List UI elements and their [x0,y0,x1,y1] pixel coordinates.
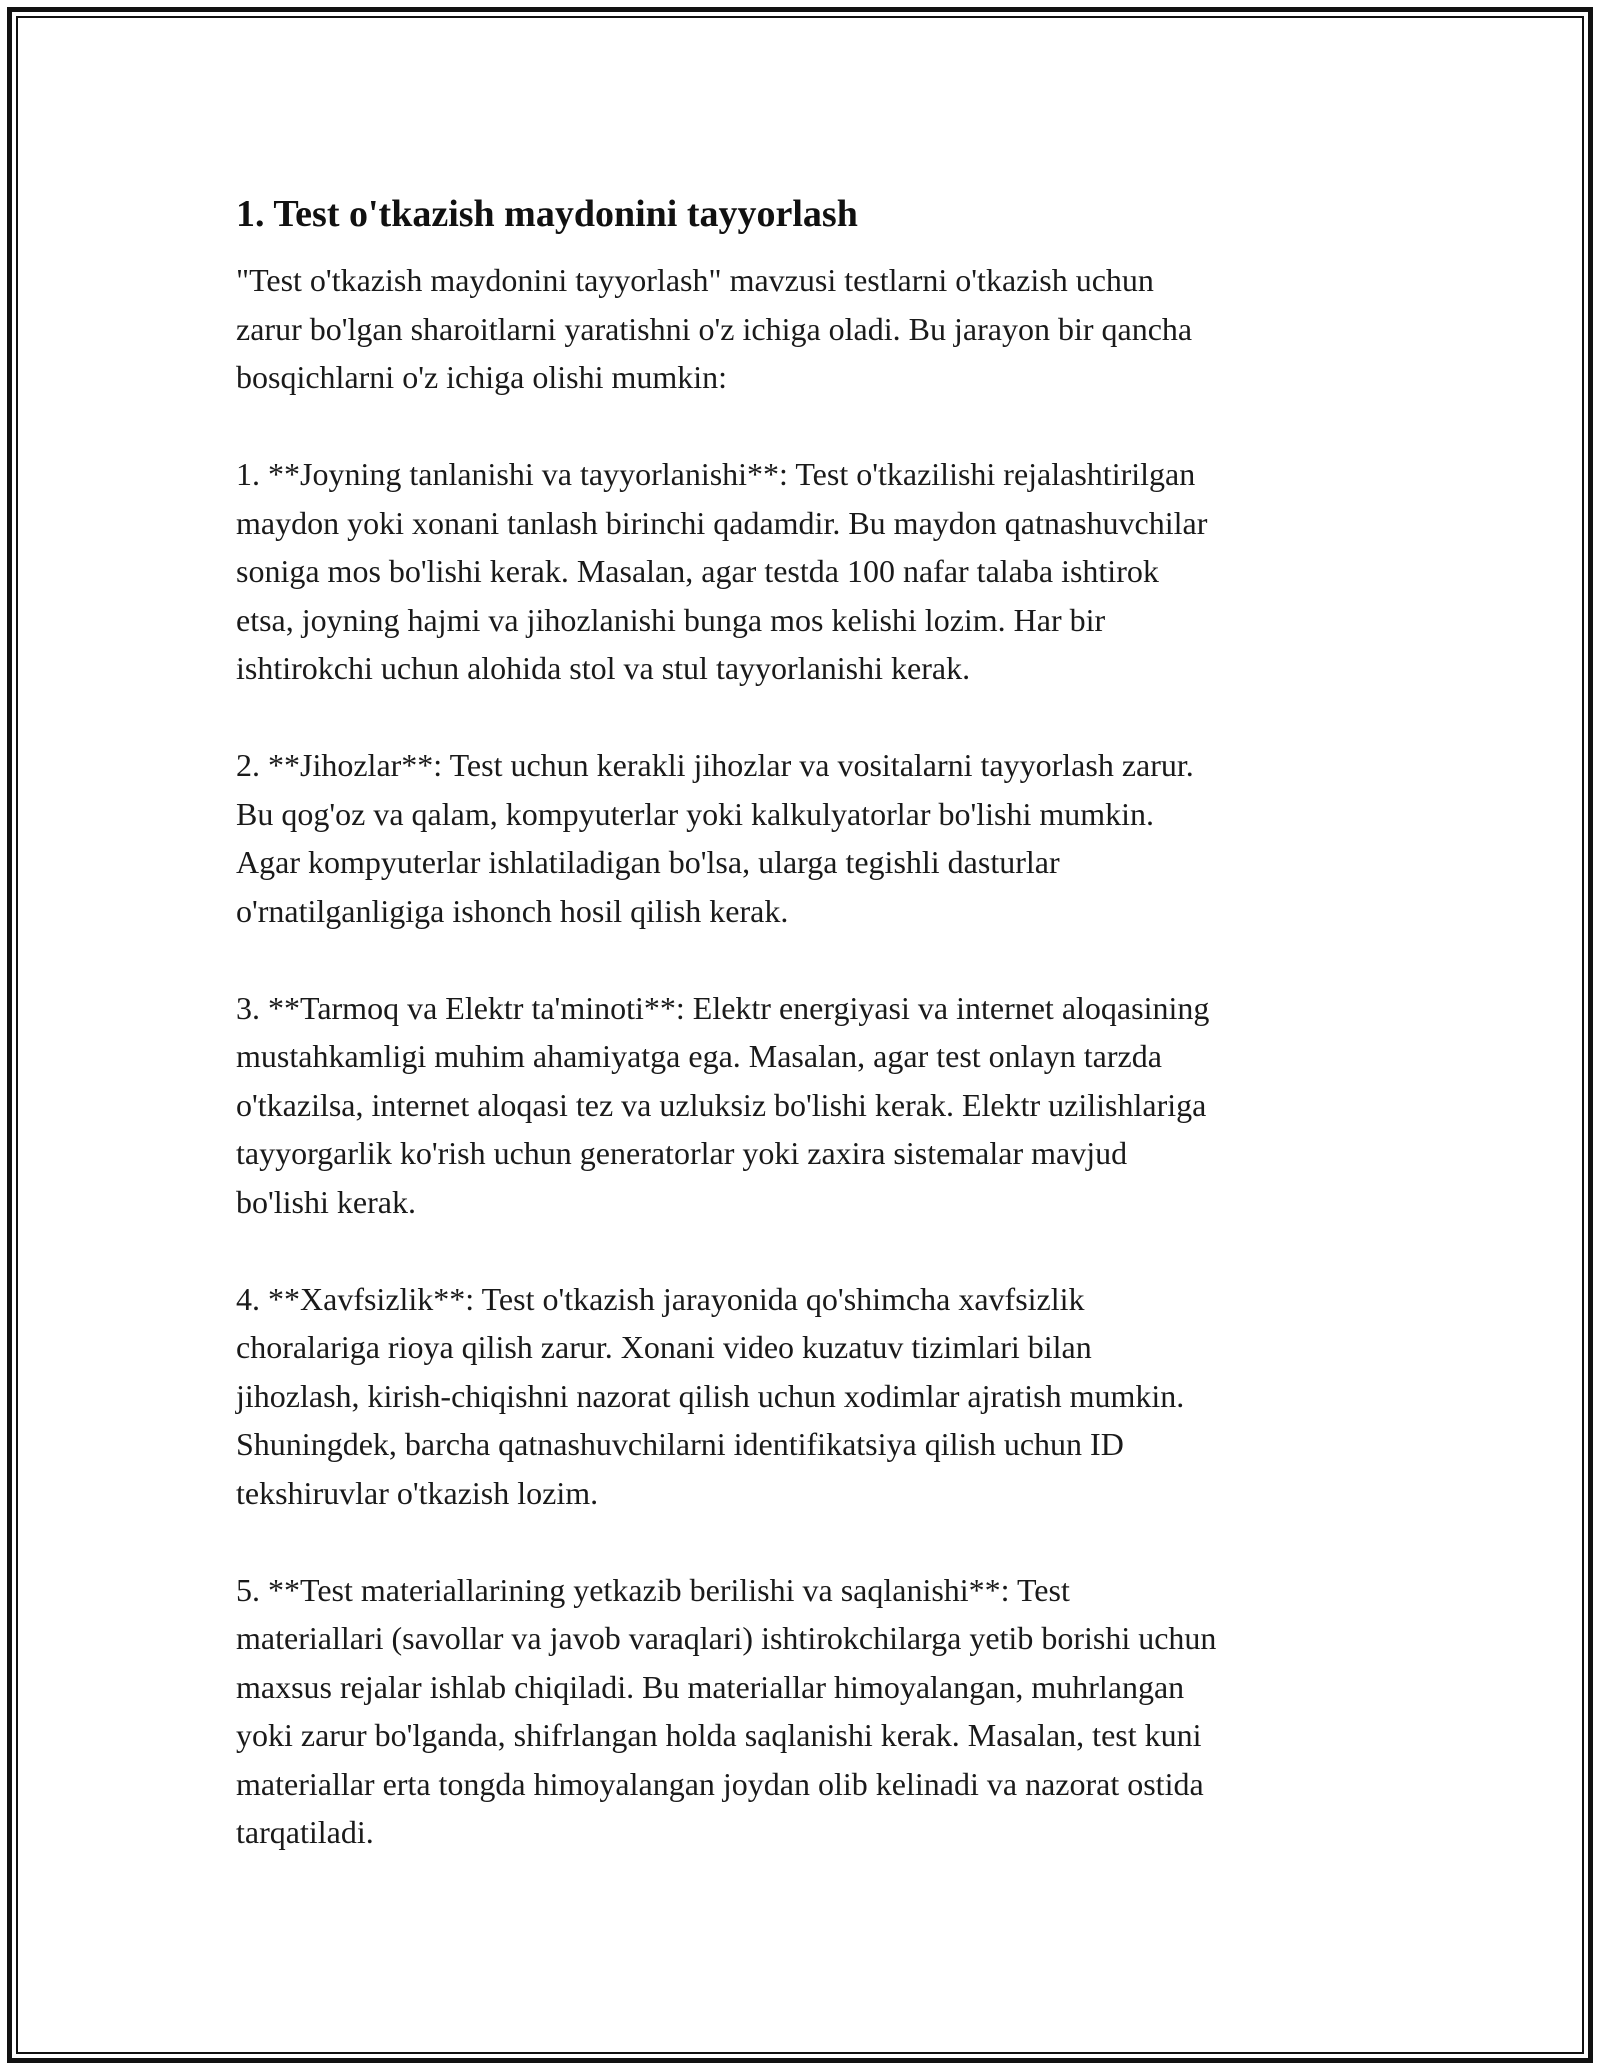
document-body [236,186,1366,1857]
document-title: 1. Test o'tkazish maydonini tayyorlash [236,193,858,235]
item-4-paragraph: 4. **Xavfsizlik**: Test o'tkazish jarayonida qo'shimcha xavfsizlik choralariga rioya qilish zarur. Xonani video kuzatuv tizimlari bilan jihozlash, kirish-chiqishni nazorat qilish uchun xodimlar ajratish mumkin. Shuningdek, barcha qatnashuvchilarni identifikatsiya qilish uchun ID tekshiruvlar o'tkazish lozim. [236,1280,1185,1511]
item-2-paragraph: 2. **Jihozlar**: Test uchun kerakli jihozlar va vositalarni tayyorlash zarur. Bu qog'oz va qalam, kompyuterlar yoki kalkulyatorlar bo'lishi mumkin. Agar kompyuterlar ishlatiladigan bo'lsa, ularga tegishli dasturlar o'rnatilganligiga ishonch hosil qilish kerak. [236,747,1194,929]
item-3-paragraph: 3. **Tarmoq va Elektr ta'minoti**: Elektr energiyasi va internet aloqasining mustahkamligi muhim ahamiyatga ega. Masalan, agar test onlayn tarzda o'tkazilsa, internet aloqasi tez va uzluksiz bo'lishi kerak. Elektr uzilishlariga tayyorgarlik ko'rish uchun generatorlar yoki zaxira sistemalar mavjud bo'lishi kerak. [236,989,1210,1220]
item-5-paragraph: 5. **Test materiallarining yetkazib berilishi va saqlanishi**: Test materiallari (savollar va javob varaqlari) ishtirokchilarga yetib borishi uchun maxsus rejalar ishlab chiqiladi. Bu materiallar himoyalangan, muhrlangan yoki zarur bo'lganda, shifrlangan holda saqlanishi kerak. Masalan, test kuni materiallar erta tongda himoyalangan joydan olib kelinadi va nazorat ostida tarqatiladi. [236,1571,1217,1850]
intro-paragraph: "Test o'tkazish maydonini tayyorlash" mavzusi testlarni o'tkazish uchun zarur bo'lgan sharoitlarni yaratishni o'z ichiga oladi. Bu jarayon bir qancha bosqichlarni o'z ichiga olishi mumkin: [236,262,1193,395]
item-1-paragraph: 1. **Joyning tanlanishi va tayyorlanishi**: Test o'tkazilishi rejalashtirilgan maydon yoki xonani tanlash birinchi qadamdir. Bu maydon qatnashuvchilar soniga mos bo'lishi kerak. Masalan, agar testda 100 nafar talaba ishtirok etsa, joyning hajmi va jihozlanishi bunga mos kelishi lozim. Har bir ishtirokchi uchun alohida stol va stul tayyorlanishi kerak. [236,456,1208,686]
